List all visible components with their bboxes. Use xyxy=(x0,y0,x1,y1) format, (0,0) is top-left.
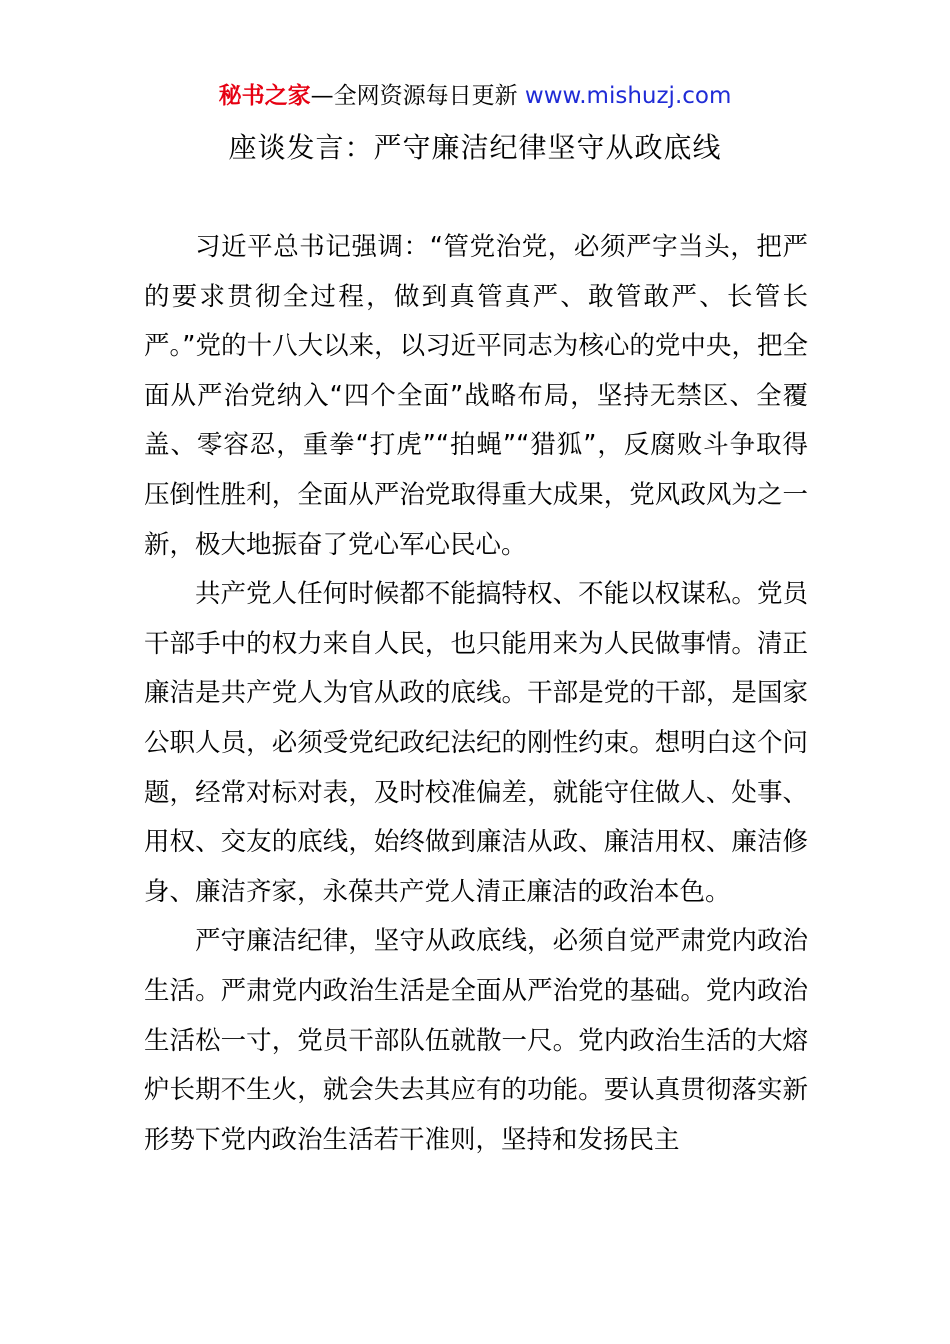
document-body xyxy=(144,223,808,1165)
paragraph-2: 共产党人任何时候都不能搞特权、不能以权谋私。党员干部手中的权力来自人民，也只能用来为人民做事情。清正廉洁是共产党人为官从政的底线。干部是党的干部，是国家公职人员，必须受党纪政纪法纪的刚性约束。想明白这个问题，经常对标对表，及时校准偏差，就能守住做人、处事、用权、交友的底线，始终做到廉洁从政、廉洁用权、廉洁修身、廉洁齐家，永葆共产党人清正廉洁的政治本色。 xyxy=(144,579,808,907)
site-brand: 秘书之家 xyxy=(218,83,311,109)
site-url-link[interactable]: www.mishuzj.com xyxy=(524,83,732,109)
site-header xyxy=(0,80,950,112)
paragraph-1: 习近平总书记强调：“管党治党，必须严字当头，把严的要求贯彻全过程，做到真管真严、敢管敢严、长管长严。”党的十八大以来，以习近平同志为核心的党中央，把全面从严治党纳入“四个全面”战略布局，坚持无禁区、全覆盖、零容忍，重拳“打虎”“拍蝇”“猎狐”，反腐败斗争取得压倒性胜利，全面从严治党取得重大成果，党风政风为之一新，极大地振奋了党心军心民心。 xyxy=(144,232,808,560)
paragraph-3: 严守廉洁纪律，坚守从政底线，必须自觉严肃党内政治生活。严肃党内政治生活是全面从严治党的基础。党内政治生活松一寸，党员干部队伍就散一尺。党内政治生活的大熔炉长期不生火，就会失去其应有的功能。要认真贯彻落实新形势下党内政治生活若干准则，坚持和发扬民主 xyxy=(144,926,808,1155)
document-title: 座谈发言：严守廉洁纪律坚守从政底线 xyxy=(228,131,722,164)
site-tagline: —全网资源每日更新 xyxy=(310,83,525,109)
